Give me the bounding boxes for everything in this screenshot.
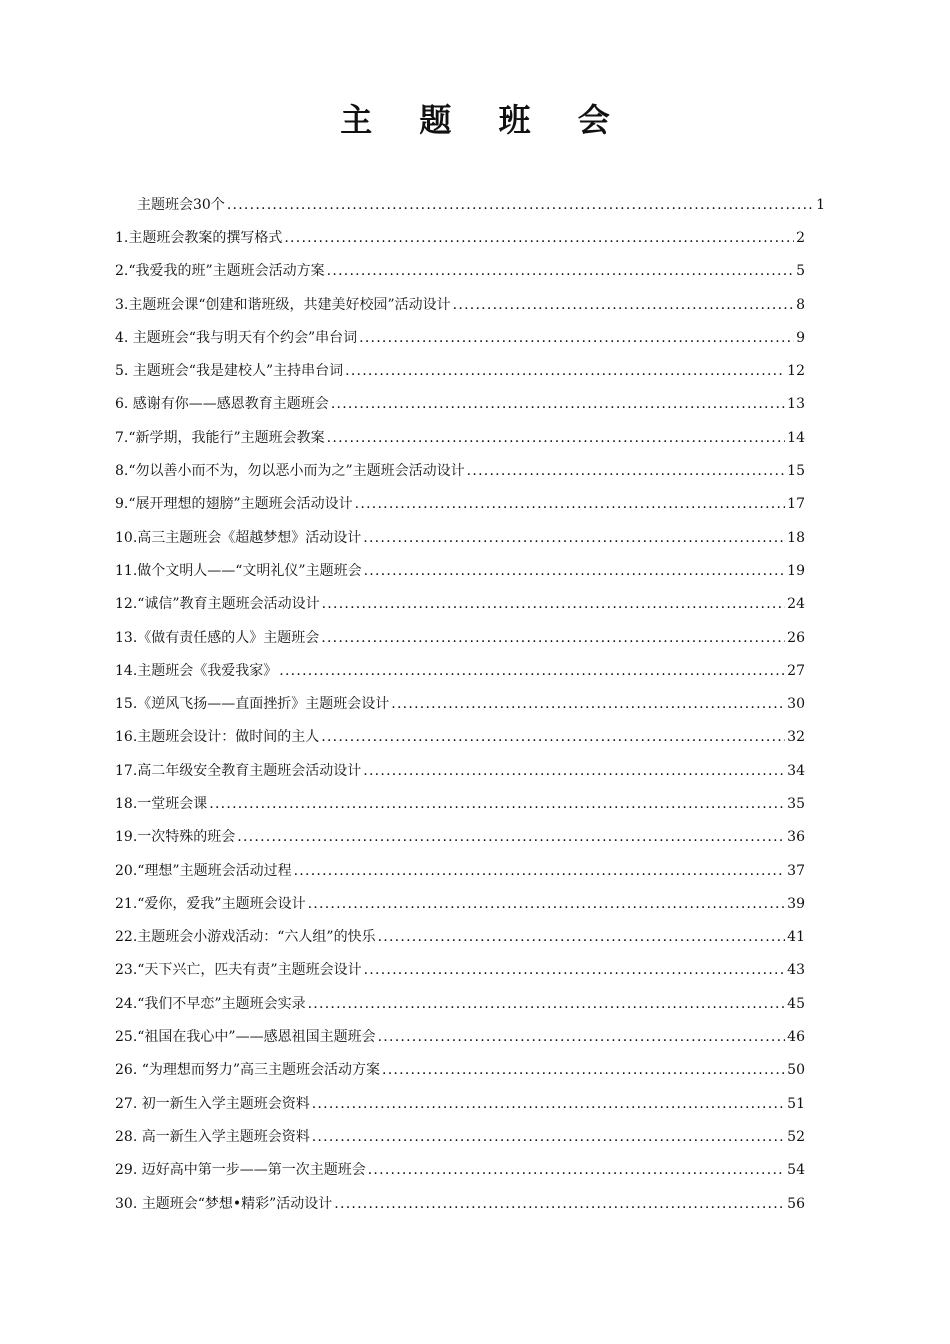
toc-dot-leader [322, 594, 786, 614]
toc-entry[interactable] [0, 1087, 950, 1120]
toc-page-number: 54 [787, 1162, 805, 1179]
toc-entry[interactable] [0, 288, 950, 321]
toc-entry-label: 10.高三主题班会《超越梦想》活动设计 [115, 529, 362, 546]
toc-page-number: 18 [787, 529, 805, 546]
toc-entry-label: 2.“我爱我的班”主题班会活动方案 [115, 263, 325, 280]
toc-page-number: 12 [787, 363, 805, 380]
toc-dot-leader [334, 1194, 785, 1214]
toc-page-number: 56 [787, 1195, 805, 1212]
toc-page-number: 27 [787, 662, 805, 679]
toc-entry[interactable] [0, 687, 950, 720]
toc-entry[interactable] [0, 421, 950, 454]
toc-entry-label: 24.“我们不早恋”主题班会实录 [115, 995, 306, 1012]
toc-dot-leader [382, 1060, 785, 1080]
toc-dot-leader [279, 661, 785, 681]
toc-entry[interactable] [0, 954, 950, 987]
toc-entry-label: 3.主题班会课“创建和谐班级，共建美好校园”活动设计 [115, 296, 451, 313]
toc-entry-label: 23.“天下兴亡，匹夫有责”主题班会设计 [115, 962, 362, 979]
toc-entry-label: 主题班会30个 [137, 196, 225, 213]
toc-entry-label: 22.主题班会小游戏活动：“六人组”的快乐 [115, 929, 376, 946]
toc-entry[interactable] [0, 721, 950, 754]
toc-page-number: 36 [787, 829, 805, 846]
toc-entry[interactable] [0, 188, 950, 221]
toc-entry-label: 12.“诚信”教育主题班会活动设计 [115, 596, 320, 613]
toc-entry[interactable] [0, 887, 950, 920]
toc-dot-leader [312, 1094, 785, 1114]
toc-entry-label: 25.“祖国在我心中”——感恩祖国主题班会 [115, 1029, 376, 1046]
toc-dot-leader [363, 761, 785, 781]
toc-dot-leader [359, 328, 794, 348]
toc-page-number: 34 [787, 762, 805, 779]
toc-page-number: 8 [796, 296, 805, 313]
toc-entry[interactable] [0, 754, 950, 787]
toc-entry[interactable] [0, 488, 950, 521]
toc-dot-leader [378, 927, 786, 947]
toc-dot-leader [345, 361, 785, 381]
toc-entry-label: 6. 感谢有你——感恩教育主题班会 [115, 396, 329, 413]
toc-entry-label: 15.《逆风飞扬——直面挫折》主题班会设计 [115, 696, 390, 713]
toc-entry[interactable] [0, 621, 950, 654]
toc-page-number: 32 [787, 729, 805, 746]
toc-page-number: 26 [787, 629, 805, 646]
toc-page-number: 45 [787, 995, 805, 1012]
toc-dot-leader [467, 461, 786, 481]
toc-entry[interactable] [0, 1187, 950, 1220]
toc-entry-label: 1.主题班会教案的撰写格式 [115, 229, 283, 246]
toc-entry[interactable] [0, 221, 950, 254]
toc-entry[interactable] [0, 987, 950, 1020]
toc-entry-label: 29. 迈好高中第一步——第一次主题班会 [115, 1162, 366, 1179]
toc-entry-label: 26. “为理想而努力”高三主题班会活动方案 [115, 1062, 381, 1079]
toc-dot-leader [453, 295, 794, 315]
toc-page-number: 35 [787, 795, 805, 812]
toc-page-number: 13 [787, 396, 805, 413]
table-of-contents [0, 188, 950, 1220]
toc-entry-label: 14.主题班会《我爱我家》 [115, 662, 278, 679]
toc-dot-leader [308, 894, 786, 914]
toc-entry[interactable] [0, 854, 950, 887]
toc-dot-leader [312, 1127, 785, 1147]
toc-dot-leader [284, 228, 794, 248]
page-title: 主 题 班 会 [340, 101, 628, 139]
toc-entry[interactable] [0, 1020, 950, 1053]
toc-entry-label: 21.“爱你，爱我”主题班会设计 [115, 895, 306, 912]
toc-page-number: 51 [787, 1095, 805, 1112]
toc-entry-label: 28. 高一新生入学主题班会资料 [115, 1128, 310, 1145]
toc-page-number: 43 [787, 962, 805, 979]
toc-entry-label: 5. 主题班会“我是建校人”主持串台词 [115, 363, 344, 380]
toc-entry-label: 9.“展开理想的翅膀”主题班会活动设计 [115, 496, 353, 513]
toc-entry-label: 4. 主题班会“我与明天有个约会”串台词 [115, 329, 358, 346]
toc-entry-label: 8.“勿以善小而不为，勿以恶小而为之”主题班会活动设计 [115, 463, 465, 480]
toc-dot-leader [378, 1027, 786, 1047]
toc-entry-label: 17.高二年级安全教育主题班会活动设计 [115, 762, 362, 779]
toc-page-number: 17 [787, 496, 805, 513]
toc-dot-leader [364, 960, 786, 980]
toc-entry-label: 20.“理想”主题班会活动过程 [115, 862, 292, 879]
toc-dot-leader [308, 994, 786, 1014]
toc-page-number: 52 [787, 1128, 805, 1145]
toc-entry[interactable] [0, 388, 950, 421]
toc-entry[interactable] [0, 521, 950, 554]
toc-dot-leader [355, 494, 786, 514]
toc-entry-label: 13.《做有责任感的人》主题班会 [115, 629, 320, 646]
toc-entry[interactable] [0, 1120, 950, 1153]
toc-entry-label: 27. 初一新生入学主题班会资料 [115, 1095, 310, 1112]
toc-page-number: 30 [787, 696, 805, 713]
toc-dot-leader [327, 261, 794, 281]
toc-entry[interactable] [0, 1154, 950, 1187]
toc-dot-leader [391, 694, 785, 714]
toc-page-number: 5 [796, 263, 805, 280]
toc-entry[interactable] [0, 821, 950, 854]
toc-page-number: 14 [787, 429, 805, 446]
toc-page-number: 2 [796, 229, 805, 246]
toc-page-number: 1 [816, 196, 825, 213]
toc-dot-leader [327, 428, 786, 448]
toc-page-number: 9 [796, 329, 805, 346]
toc-entry[interactable] [0, 321, 950, 354]
toc-page-number: 39 [787, 895, 805, 912]
toc-entry[interactable] [0, 787, 950, 820]
toc-entry[interactable] [0, 588, 950, 621]
toc-page-number: 19 [787, 562, 805, 579]
toc-page-number: 15 [787, 463, 805, 480]
toc-page-number: 37 [787, 862, 805, 879]
toc-entry-label: 18.一堂班会课 [115, 795, 208, 812]
toc-dot-leader [364, 561, 786, 581]
toc-dot-leader [331, 394, 785, 414]
toc-entry[interactable] [0, 1054, 950, 1087]
toc-entry[interactable] [0, 454, 950, 487]
toc-dot-leader [227, 195, 814, 215]
toc-entry[interactable] [0, 654, 950, 687]
toc-dot-leader [294, 861, 786, 881]
toc-entry-label: 19.一次特殊的班会 [115, 829, 236, 846]
toc-page-number: 46 [787, 1029, 805, 1046]
toc-entry[interactable] [0, 255, 950, 288]
toc-dot-leader [363, 528, 785, 548]
toc-page-number: 41 [787, 929, 805, 946]
toc-entry-label: 11.做个文明人——“文明礼仪”主题班会 [115, 562, 362, 579]
toc-dot-leader [237, 827, 785, 847]
toc-entry[interactable] [0, 354, 950, 387]
toc-entry-label: 7.“新学期，我能行”主题班会教案 [115, 429, 325, 446]
toc-dot-leader [321, 628, 785, 648]
toc-dot-leader [209, 794, 785, 814]
toc-dot-leader [321, 727, 785, 747]
toc-page-number: 24 [787, 596, 805, 613]
toc-entry-label: 30. 主题班会“梦想•精彩”活动设计 [115, 1195, 333, 1212]
toc-dot-leader [368, 1160, 785, 1180]
toc-entry[interactable] [0, 921, 950, 954]
toc-entry-label: 16.主题班会设计：做时间的主人 [115, 729, 320, 746]
toc-entry[interactable] [0, 554, 950, 587]
toc-page-number: 50 [787, 1062, 805, 1079]
